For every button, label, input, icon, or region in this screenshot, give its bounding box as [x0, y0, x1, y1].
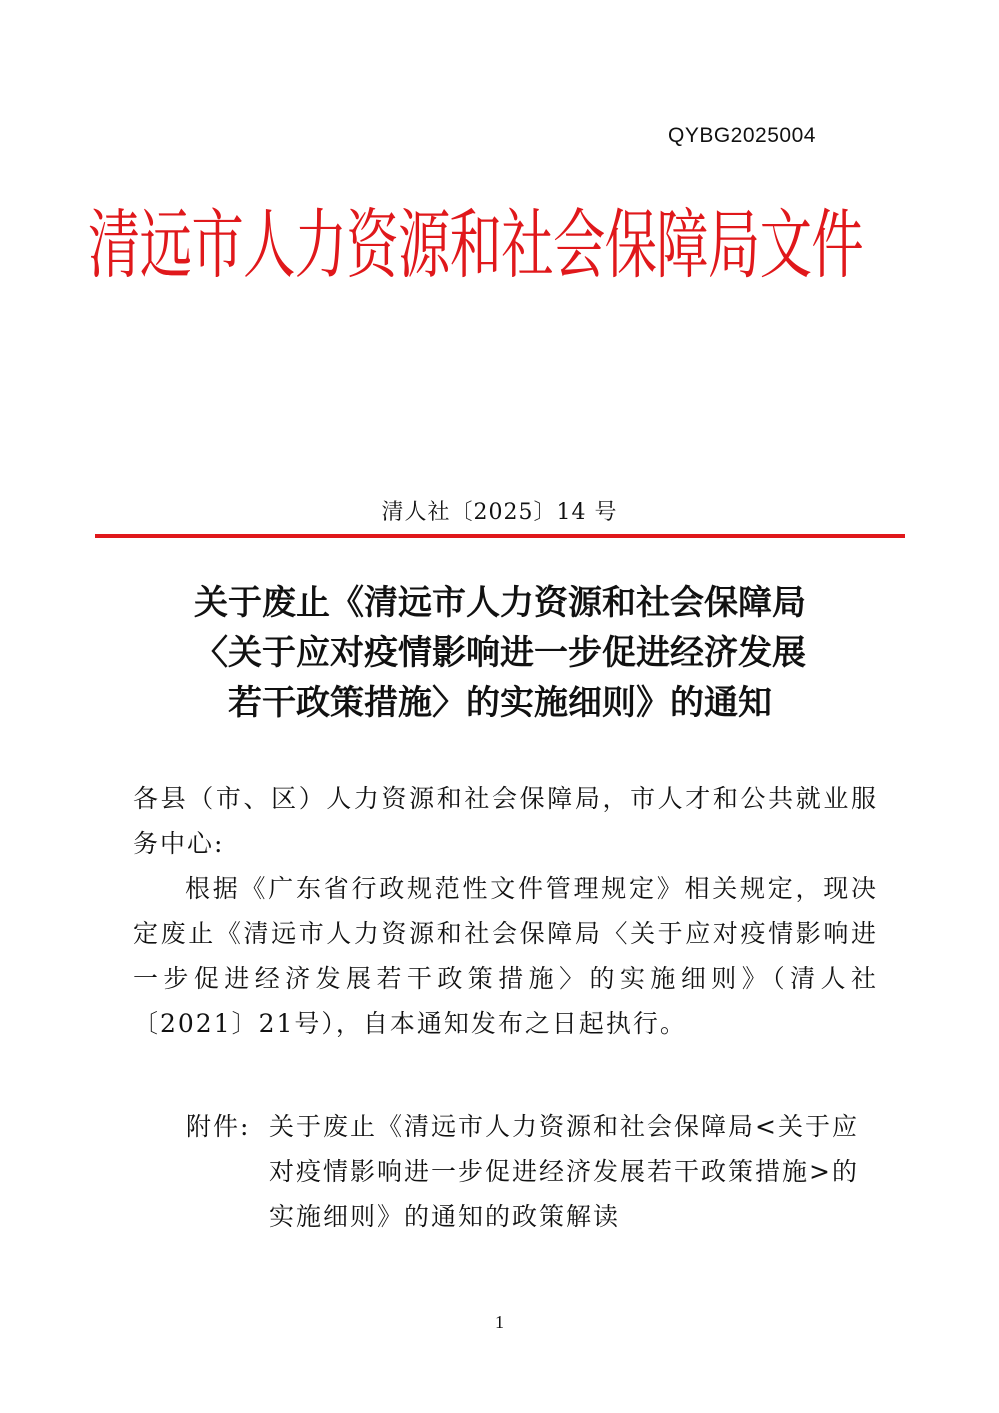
- attachment-label: 附件:: [186, 1112, 251, 1141]
- page-number: 1: [495, 1312, 504, 1332]
- title-line-2: 〈关于应对疫情影响进一步促进经济发展: [194, 633, 806, 673]
- masthead-title: [88, 180, 928, 292]
- attachment-link: 关于废止《清远市人力资源和社会保障局<关于应对疫情影响进一步促进经济发展若干政策措施>的实施细则》的通知的政策解读: [269, 1112, 859, 1231]
- title-line-3: 若干政策措施〉的实施细则》的通知: [228, 683, 772, 723]
- red-divider-line: [95, 534, 905, 538]
- body-paragraph: 根据《广东省行政规范性文件管理规定》相关规定，现决定废止《清远市人力资源和社会保障局〈关于应对疫情影响进一步促进经济发展若干政策措施〉的实施细则》（清人社〔2021〕21号），自本通知发布之日起执行。: [133, 874, 878, 1038]
- document-number: 清人社〔2025〕14 号: [381, 500, 618, 525]
- title-line-1: 关于废止《清远市人力资源和社会保障局: [194, 583, 806, 623]
- document-code: QYBG2025004: [668, 124, 816, 147]
- addressee: 各县（市、区）人力资源和社会保障局，市人才和公共就业服务中心:: [133, 784, 878, 858]
- notice-title: [120, 578, 880, 728]
- masthead-text: 清远市人力资源和社会保障局文件: [88, 202, 863, 290]
